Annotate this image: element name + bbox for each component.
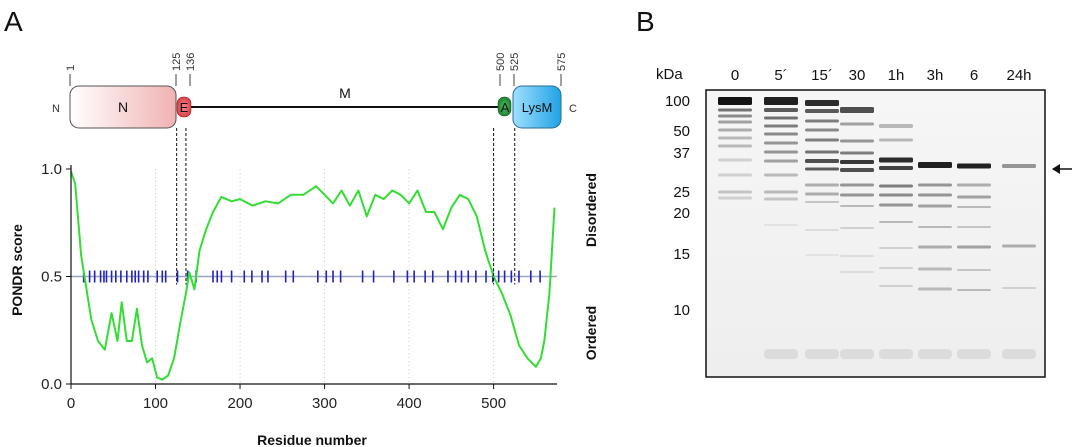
pondr-x-tick-labels [67, 384, 506, 412]
gel-band [718, 197, 752, 200]
x-axis-label: Residue number [257, 432, 367, 447]
domain-position-label: 500 [495, 52, 507, 71]
marker-label: 20 [673, 205, 690, 222]
disordered-label: Disordered [583, 173, 599, 247]
gel-band [918, 288, 952, 291]
y-tick-label: 1.0 [41, 161, 62, 178]
x-tick-label: 500 [481, 395, 507, 412]
gel-band [1002, 287, 1036, 289]
gel-panel [656, 66, 1072, 377]
gel-band [957, 184, 991, 187]
c-terminus-label: C [569, 103, 577, 115]
gel-band [805, 184, 839, 187]
gel-band [840, 227, 874, 229]
dye-front [879, 349, 913, 359]
gel-band [879, 124, 913, 128]
domain-position-lines [70, 74, 561, 86]
gel-band [718, 109, 752, 112]
gel-band [718, 159, 752, 162]
kda-label: kDa [656, 66, 683, 83]
gel-band [840, 194, 874, 197]
gel-band [918, 194, 952, 197]
y-tick-label: 0.0 [41, 376, 62, 393]
gel-band [879, 204, 913, 207]
gel-band [840, 123, 874, 126]
dye-front [957, 349, 991, 359]
gel-band [957, 206, 991, 208]
gel-band [805, 151, 839, 154]
marker-label: 100 [664, 93, 690, 110]
gel-band [879, 139, 913, 142]
domain-position-label: 575 [556, 52, 568, 71]
gel-band [718, 115, 752, 118]
gel-band [718, 121, 752, 124]
gel-band [718, 129, 752, 132]
dye-front [840, 349, 874, 359]
gel-band [764, 133, 798, 136]
panel-a-letter: A [4, 6, 23, 37]
gel-band [918, 246, 952, 249]
gel-band [957, 196, 991, 199]
marker-label: 25 [673, 184, 690, 201]
domain-boundary-dashes [177, 128, 515, 285]
gel-band [840, 160, 874, 164]
gel-band [805, 100, 839, 106]
gel-band [957, 269, 991, 271]
lane-label: 3h [926, 67, 944, 84]
gel-band [805, 229, 839, 231]
gel-band [764, 108, 798, 112]
dye-front [764, 349, 798, 359]
domain-position-label: 1 [65, 64, 77, 71]
gel-marker-labels [665, 93, 690, 319]
marker-label: 50 [673, 123, 690, 140]
gel-band [805, 109, 839, 113]
gel-band [840, 168, 874, 172]
domain-position-label: 525 [509, 52, 521, 71]
dye-front [1002, 349, 1036, 359]
gel-band [764, 160, 798, 163]
gel-band [718, 97, 752, 105]
panel-b-letter: B [636, 6, 655, 37]
gel-band [764, 151, 798, 154]
domain-shapes [70, 86, 561, 128]
y-axis-label: PONDR score [9, 224, 25, 316]
lane-label: 24h [1006, 67, 1032, 84]
lane-label: 5´ [774, 67, 788, 84]
pondr-y-tick-labels [41, 161, 71, 393]
gel-band [805, 129, 839, 132]
gel-band [764, 191, 798, 194]
domain-n-label: N [117, 99, 129, 115]
lane-label: 0 [730, 67, 740, 84]
gel-band [805, 120, 839, 123]
x-tick-label: 400 [396, 395, 422, 412]
gel-band [918, 205, 952, 208]
lane-label: 1h [887, 67, 905, 84]
gel-band [718, 145, 752, 148]
gel-band [840, 140, 874, 143]
arrow-icon [1052, 164, 1072, 174]
ordered-label: Ordered [583, 305, 599, 361]
gel-band [764, 97, 798, 105]
gel-band [718, 137, 752, 140]
gel-band [879, 166, 913, 170]
gel-band [840, 184, 874, 187]
gel-background [706, 90, 1045, 377]
gel-band [879, 247, 913, 249]
domain-map [52, 53, 577, 128]
gel-band [805, 159, 839, 163]
lane-label: 6 [969, 67, 979, 84]
y-tick-label: 0.5 [41, 268, 62, 286]
gel-band [1002, 164, 1036, 168]
gel-band [879, 267, 913, 269]
gel-band [805, 193, 839, 196]
domain-lysm-label: LysM [521, 100, 553, 115]
dye-front [805, 349, 839, 359]
gel-band [718, 191, 752, 194]
domain-e-label: E [179, 100, 189, 115]
domain-position-labels [65, 53, 568, 71]
gel-band [764, 224, 798, 226]
gel-band [840, 255, 874, 257]
gel-band [879, 194, 913, 197]
gel-band [879, 221, 913, 223]
gel-band [764, 174, 798, 177]
gel-band [1002, 245, 1036, 248]
gel-band [764, 198, 798, 201]
gel-band [764, 142, 798, 145]
domain-position-label: 125 [171, 52, 183, 71]
gel-band [918, 226, 952, 228]
x-tick-label: 300 [312, 395, 338, 412]
dye-front [918, 349, 952, 359]
gel-band [764, 117, 798, 120]
marker-label: 37 [673, 145, 690, 162]
gel-band [840, 152, 874, 155]
domain-position-label: 136 [185, 52, 197, 71]
x-tick-label: 200 [227, 395, 253, 412]
gel-band [718, 174, 752, 177]
gel-band [840, 271, 874, 273]
gel-band [918, 162, 952, 168]
gel-band [805, 254, 839, 256]
gel-band [840, 107, 874, 113]
gel-band [957, 246, 991, 249]
gel-band [879, 285, 913, 287]
lane-label: 15´ [811, 67, 833, 84]
domain-m-label: M [339, 85, 351, 101]
lane-label: 30 [848, 67, 866, 84]
gel-band [879, 185, 913, 188]
gel-band [805, 139, 839, 142]
gel-band [918, 268, 952, 271]
gel-band [957, 289, 991, 291]
n-terminus-label: N [52, 103, 60, 115]
gel-band [805, 168, 839, 171]
gel-band [879, 158, 913, 163]
marker-label: 15 [673, 246, 690, 263]
gel-band [840, 205, 874, 207]
gel-band [764, 125, 798, 128]
gel-band [918, 184, 952, 187]
domain-a-label: A [500, 100, 510, 115]
marker-label: 10 [673, 302, 690, 319]
gel-lane-labels [731, 67, 1032, 84]
x-tick-label: 0 [66, 395, 76, 412]
gel-band [957, 226, 991, 228]
gel-band [957, 164, 991, 169]
pondr-plot [9, 128, 599, 447]
gel-band [805, 201, 839, 203]
x-tick-label: 100 [143, 395, 169, 412]
